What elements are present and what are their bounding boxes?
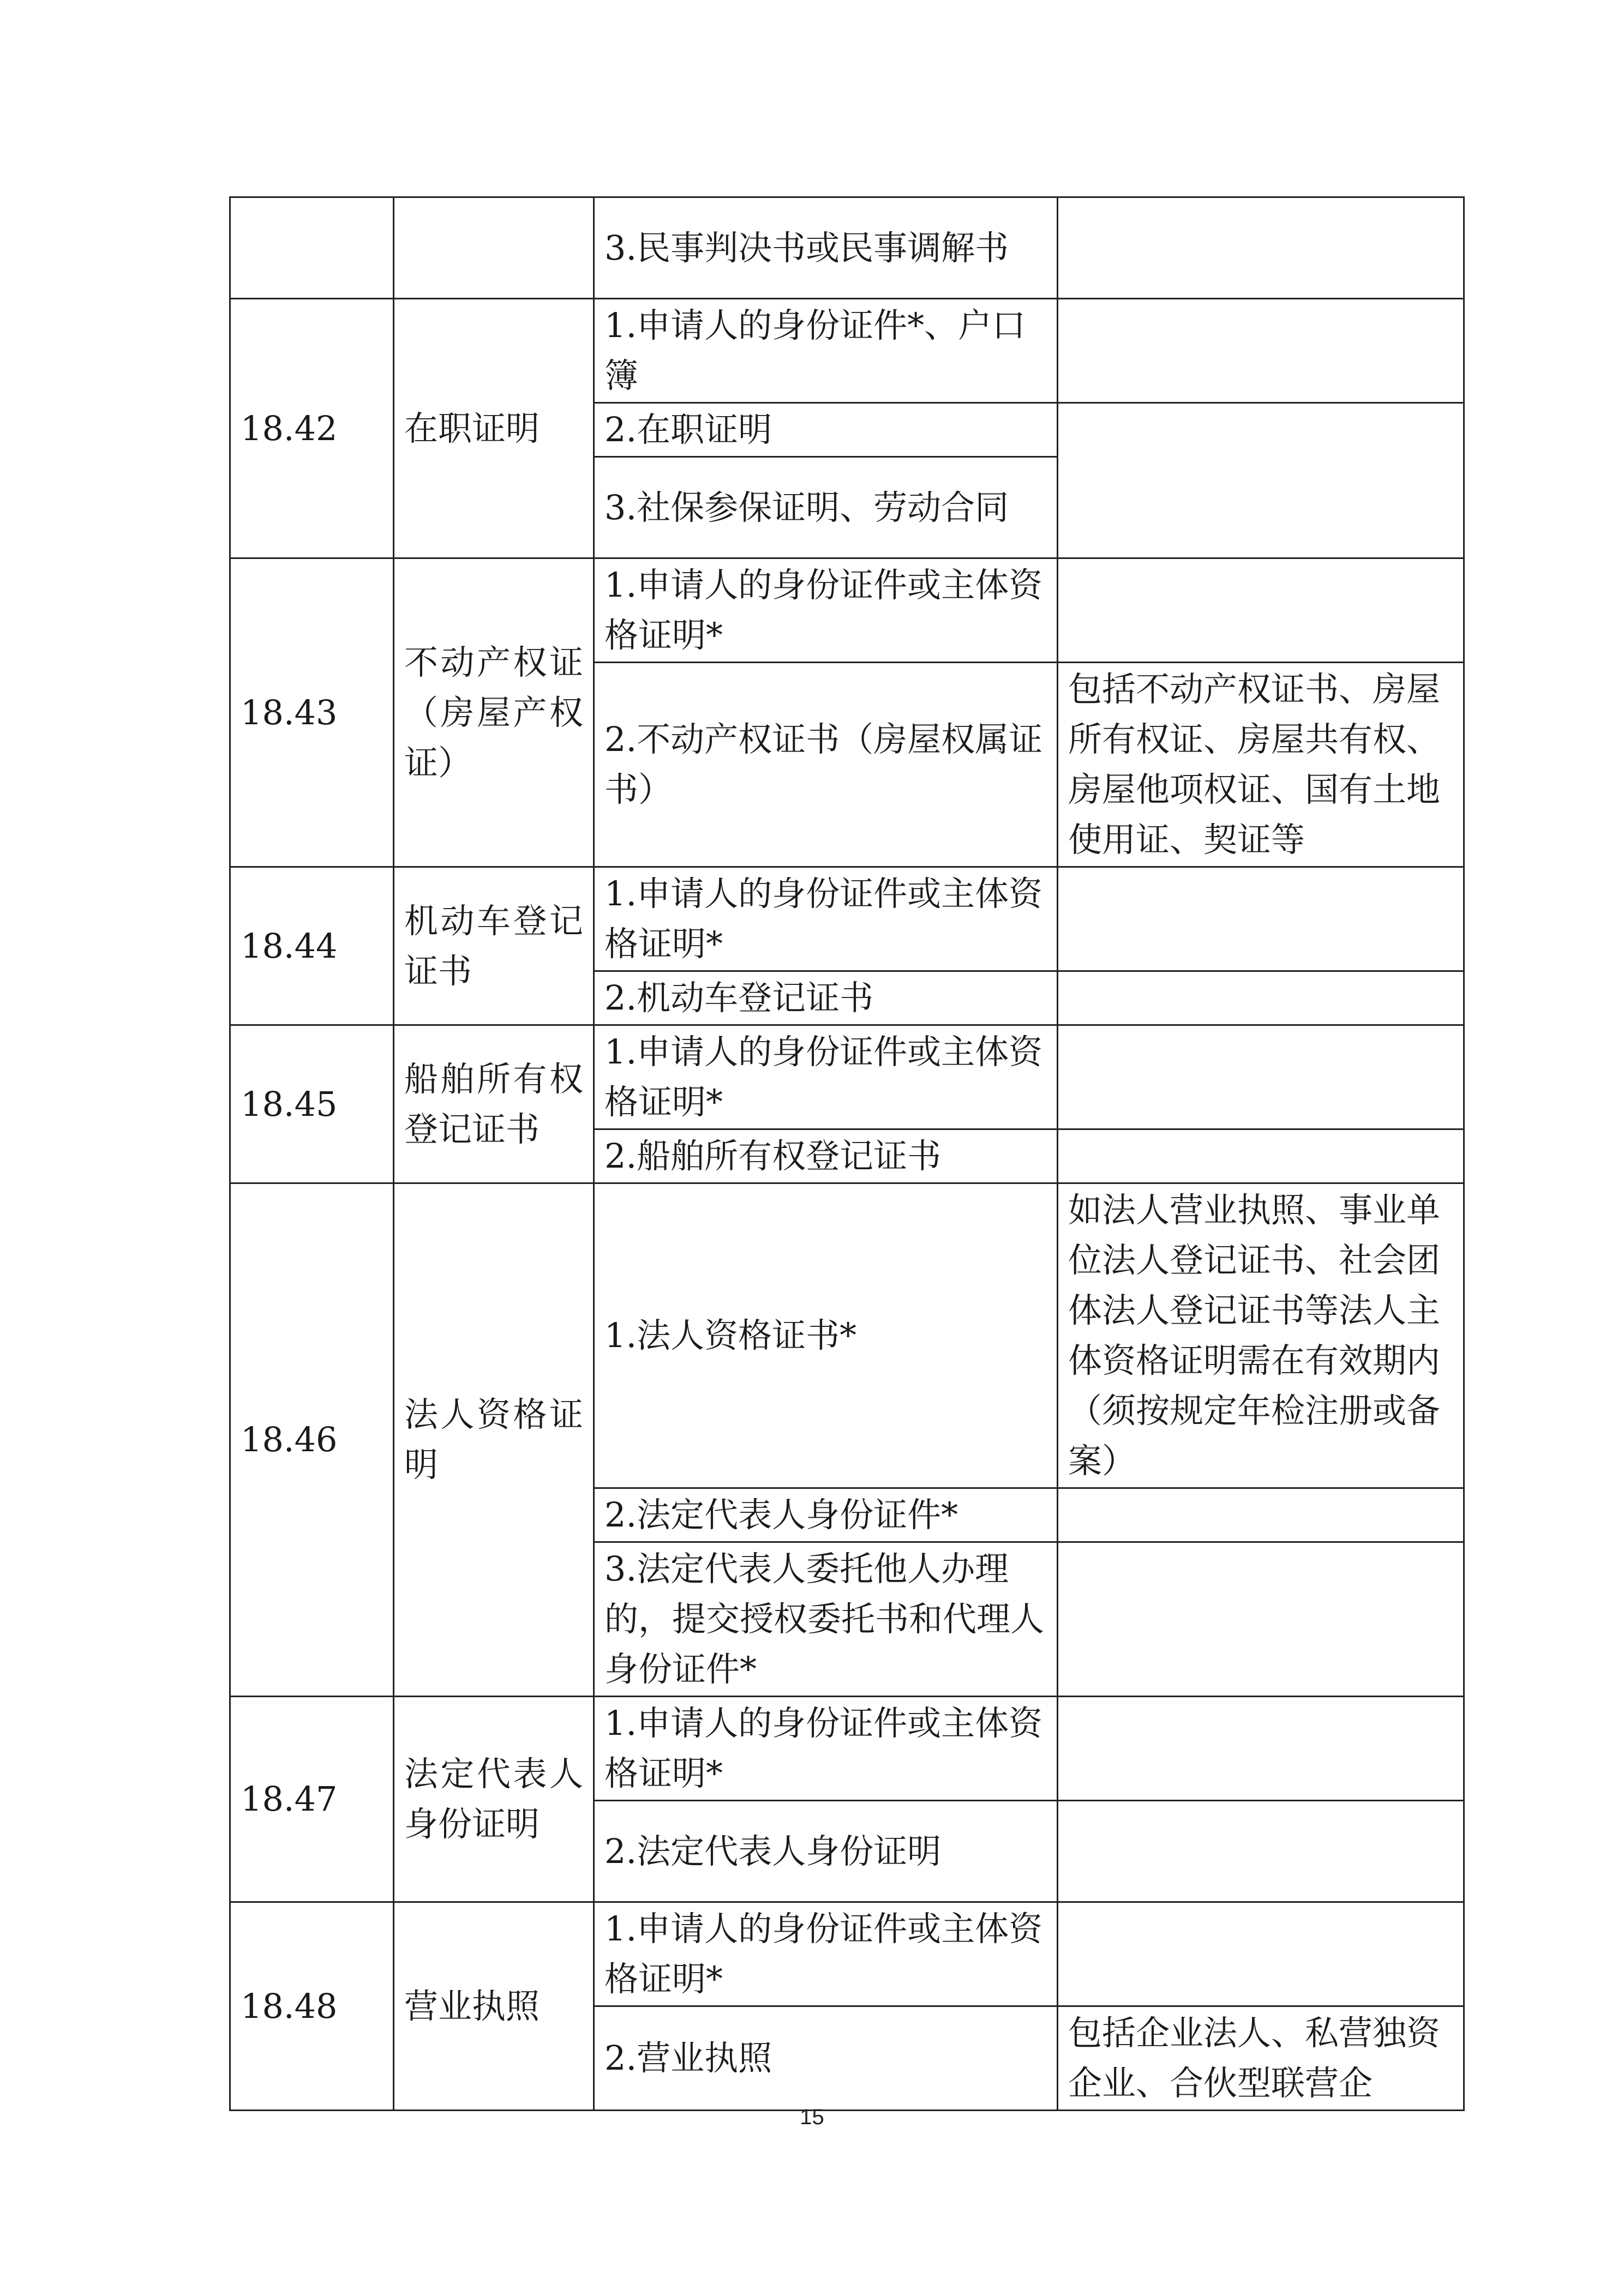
note-cell: 包括不动产权证书、房屋所有权证、房屋共有权、房屋他项权证、国有土地使用证、契证等 — [1058, 663, 1464, 867]
note-cell — [1058, 403, 1464, 558]
requirement-cell: 3.社保参保证明、劳动合同 — [594, 457, 1058, 558]
requirement-cell: 1.申请人的身份证件或主体资格证明* — [594, 558, 1058, 663]
table-row — [230, 197, 1464, 299]
note-cell — [1058, 1902, 1464, 2006]
note-cell — [1058, 1025, 1464, 1129]
page-number: 15 — [800, 2105, 824, 2129]
note-cell — [1058, 1697, 1464, 1801]
requirement-cell: 1.法人资格证书* — [594, 1183, 1058, 1488]
item-name: 营业执照 — [394, 1902, 594, 2111]
requirement-cell: 2.在职证明 — [594, 403, 1058, 457]
item-number: 18.45 — [230, 1025, 394, 1183]
note-cell — [1058, 971, 1464, 1025]
requirement-cell: 2.船舶所有权登记证书 — [594, 1129, 1058, 1183]
requirement-cell: 2.营业执照 — [594, 2006, 1058, 2111]
note-cell — [1058, 1129, 1464, 1183]
number-cell — [230, 197, 394, 299]
item-name: 在职证明 — [394, 299, 594, 558]
requirements-table — [229, 196, 1465, 2111]
table-row — [230, 1697, 1464, 1801]
name-cell — [394, 197, 594, 299]
item-name: 法人资格证明 — [394, 1183, 594, 1697]
requirement-cell: 2.机动车登记证书 — [594, 971, 1058, 1025]
table-row — [230, 558, 1464, 663]
item-number: 18.48 — [230, 1902, 394, 2111]
item-number: 18.47 — [230, 1697, 394, 1902]
note-cell — [1058, 1801, 1464, 1902]
item-name: 法定代表人身份证明 — [394, 1697, 594, 1902]
note-cell — [1058, 1488, 1464, 1542]
requirement-cell: 2.法定代表人身份证明 — [594, 1801, 1058, 1902]
table-row — [230, 1183, 1464, 1488]
requirement-cell: 1.申请人的身份证件或主体资格证明* — [594, 1902, 1058, 2006]
requirement-cell: 2.法定代表人身份证件* — [594, 1488, 1058, 1542]
item-number: 18.46 — [230, 1183, 394, 1697]
requirement-cell: 2.不动产权证书（房屋权属证书） — [594, 663, 1058, 867]
item-number: 18.42 — [230, 299, 394, 558]
table-row — [230, 1025, 1464, 1129]
table-row — [230, 867, 1464, 971]
requirement-cell: 1.申请人的身份证件或主体资格证明* — [594, 867, 1058, 971]
item-number: 18.43 — [230, 558, 394, 867]
requirement-cell: 3.民事判决书或民事调解书 — [594, 197, 1058, 299]
note-cell — [1058, 558, 1464, 663]
item-name: 船舶所有权登记证书 — [394, 1025, 594, 1183]
requirement-cell: 1.申请人的身份证件或主体资格证明* — [594, 1025, 1058, 1129]
note-cell — [1058, 197, 1464, 299]
note-cell: 包括企业法人、私营独资企业、合伙型联营企 — [1058, 2006, 1464, 2111]
item-number: 18.44 — [230, 867, 394, 1025]
note-cell — [1058, 867, 1464, 971]
item-name: 不动产权证（房屋产权证） — [394, 558, 594, 867]
table-row — [230, 299, 1464, 403]
requirement-cell: 1.申请人的身份证件或主体资格证明* — [594, 1697, 1058, 1801]
item-name: 机动车登记证书 — [394, 867, 594, 1025]
note-cell — [1058, 1542, 1464, 1697]
note-cell: 如法人营业执照、事业单位法人登记证书、社会团体法人登记证书等法人主体资格证明需在有效期内（须按规定年检注册或备案） — [1058, 1183, 1464, 1488]
requirement-cell: 3.法定代表人委托他人办理的，提交授权委托书和代理人身份证件* — [594, 1542, 1058, 1697]
note-cell — [1058, 299, 1464, 403]
requirement-cell: 1.申请人的身份证件*、户口簿 — [594, 299, 1058, 403]
table-row — [230, 1902, 1464, 2006]
